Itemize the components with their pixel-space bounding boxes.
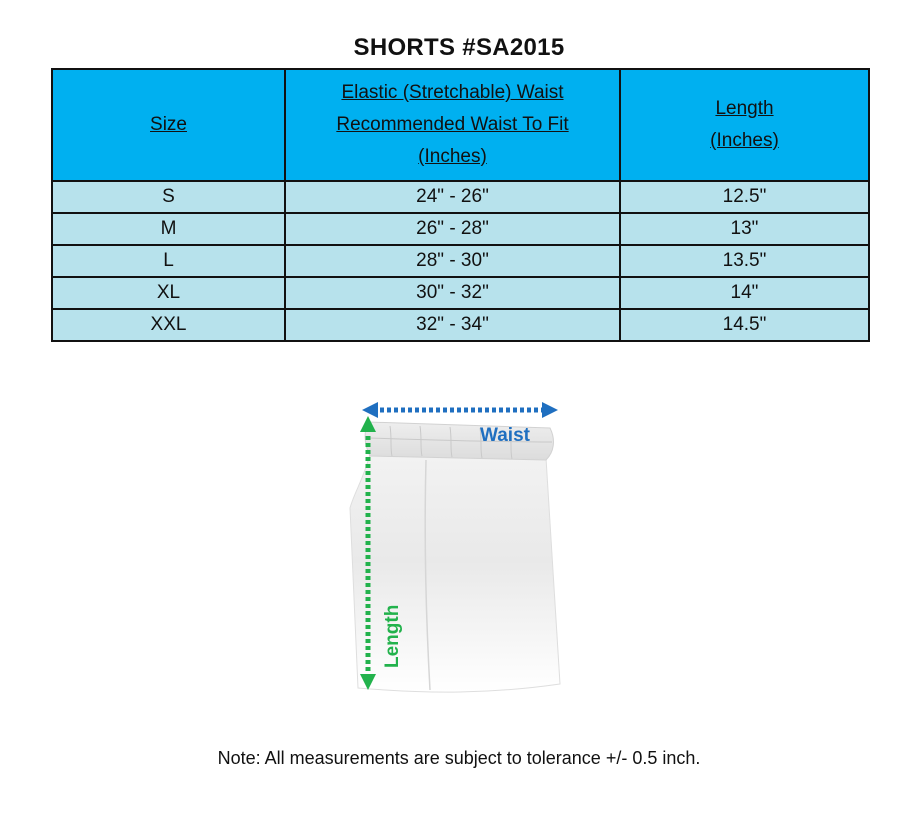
cell-length: 13.5" (620, 245, 869, 277)
cell-waist: 30" - 32" (285, 277, 620, 309)
cell-size: XXL (52, 309, 285, 341)
header-length-line-1: Length (715, 98, 774, 119)
header-size-label: Size (150, 114, 187, 135)
header-waist-line-1: Elastic (Stretchable) Waist (341, 82, 564, 103)
cell-size: XL (52, 277, 285, 309)
header-waist (285, 69, 620, 181)
header-waist-line-3: (Inches) (418, 146, 487, 167)
waist-label: Waist (480, 425, 530, 446)
cell-size: S (52, 181, 285, 213)
cell-waist: 28" - 30" (285, 245, 620, 277)
shorts-measurement-diagram (340, 398, 580, 698)
header-length-line-2: (Inches) (710, 130, 779, 151)
waist-arrow-right-icon (542, 402, 558, 418)
cell-length: 13" (620, 213, 869, 245)
cell-waist: 26" - 28" (285, 213, 620, 245)
header-waist-line-2: Recommended Waist To Fit (336, 114, 569, 135)
waist-arrow-left-icon (362, 402, 378, 418)
cell-size: L (52, 245, 285, 277)
length-label: Length (382, 604, 403, 668)
shorts-illustration (340, 398, 580, 698)
cell-length: 12.5" (620, 181, 869, 213)
header-size (52, 69, 285, 181)
table-row (52, 277, 869, 309)
cell-length: 14" (620, 277, 869, 309)
cell-waist: 24" - 26" (285, 181, 620, 213)
cell-size: M (52, 213, 285, 245)
cell-length: 14.5" (620, 309, 869, 341)
tolerance-note: Note: All measurements are subject to tolerance +/- 0.5 inch. (217, 748, 701, 768)
table-row (52, 181, 869, 213)
table-header-row (52, 69, 869, 181)
table-row (52, 245, 869, 277)
size-chart-table (51, 68, 870, 342)
table-row (52, 309, 869, 341)
cell-waist: 32" - 34" (285, 309, 620, 341)
table-row (52, 213, 869, 245)
page-title: SHORTS #SA2015 (353, 34, 565, 61)
header-length (620, 69, 869, 181)
